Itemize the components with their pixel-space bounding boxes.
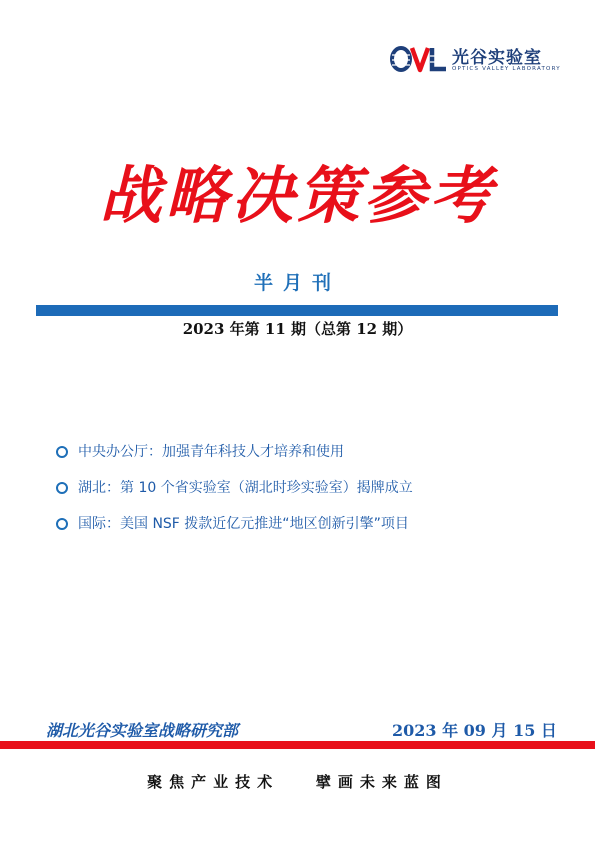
headline-text: 湖北：第 10 个省实验室（湖北时珍实验室）揭牌成立: [78, 480, 413, 496]
red-divider-bar: [0, 741, 595, 749]
blue-divider-bar: [36, 305, 558, 316]
publication-title: 战略决策参考: [99, 159, 496, 232]
logo-english-name: OPTICS VALLEY LABORATORY: [452, 66, 561, 72]
circle-bullet-icon: [56, 518, 68, 530]
headline-text: 国际：美国 NSF 拨款近亿元推进“地区创新引擎”项目: [78, 516, 409, 532]
publisher-department: 湖北光谷实验室战略研究部: [46, 721, 239, 740]
issue-number: 2023 年第 11 期（总第 12 期）: [182, 320, 413, 338]
optics-valley-lab-logo: [390, 42, 560, 76]
slogan: 聚焦产业技术 擘画未来蓝图: [147, 773, 448, 791]
circle-bullet-icon: [56, 446, 68, 458]
ovl-logo-mark-icon: [390, 44, 450, 74]
logo-chinese-name: 光谷实验室: [452, 48, 542, 68]
headline-text: 中央办公厅：加强青年科技人才培养和使用: [78, 444, 344, 460]
publication-frequency: 半月刊: [253, 272, 341, 294]
publication-date: 2023 年 09 月 15 日: [392, 721, 557, 740]
circle-bullet-icon: [56, 482, 68, 494]
